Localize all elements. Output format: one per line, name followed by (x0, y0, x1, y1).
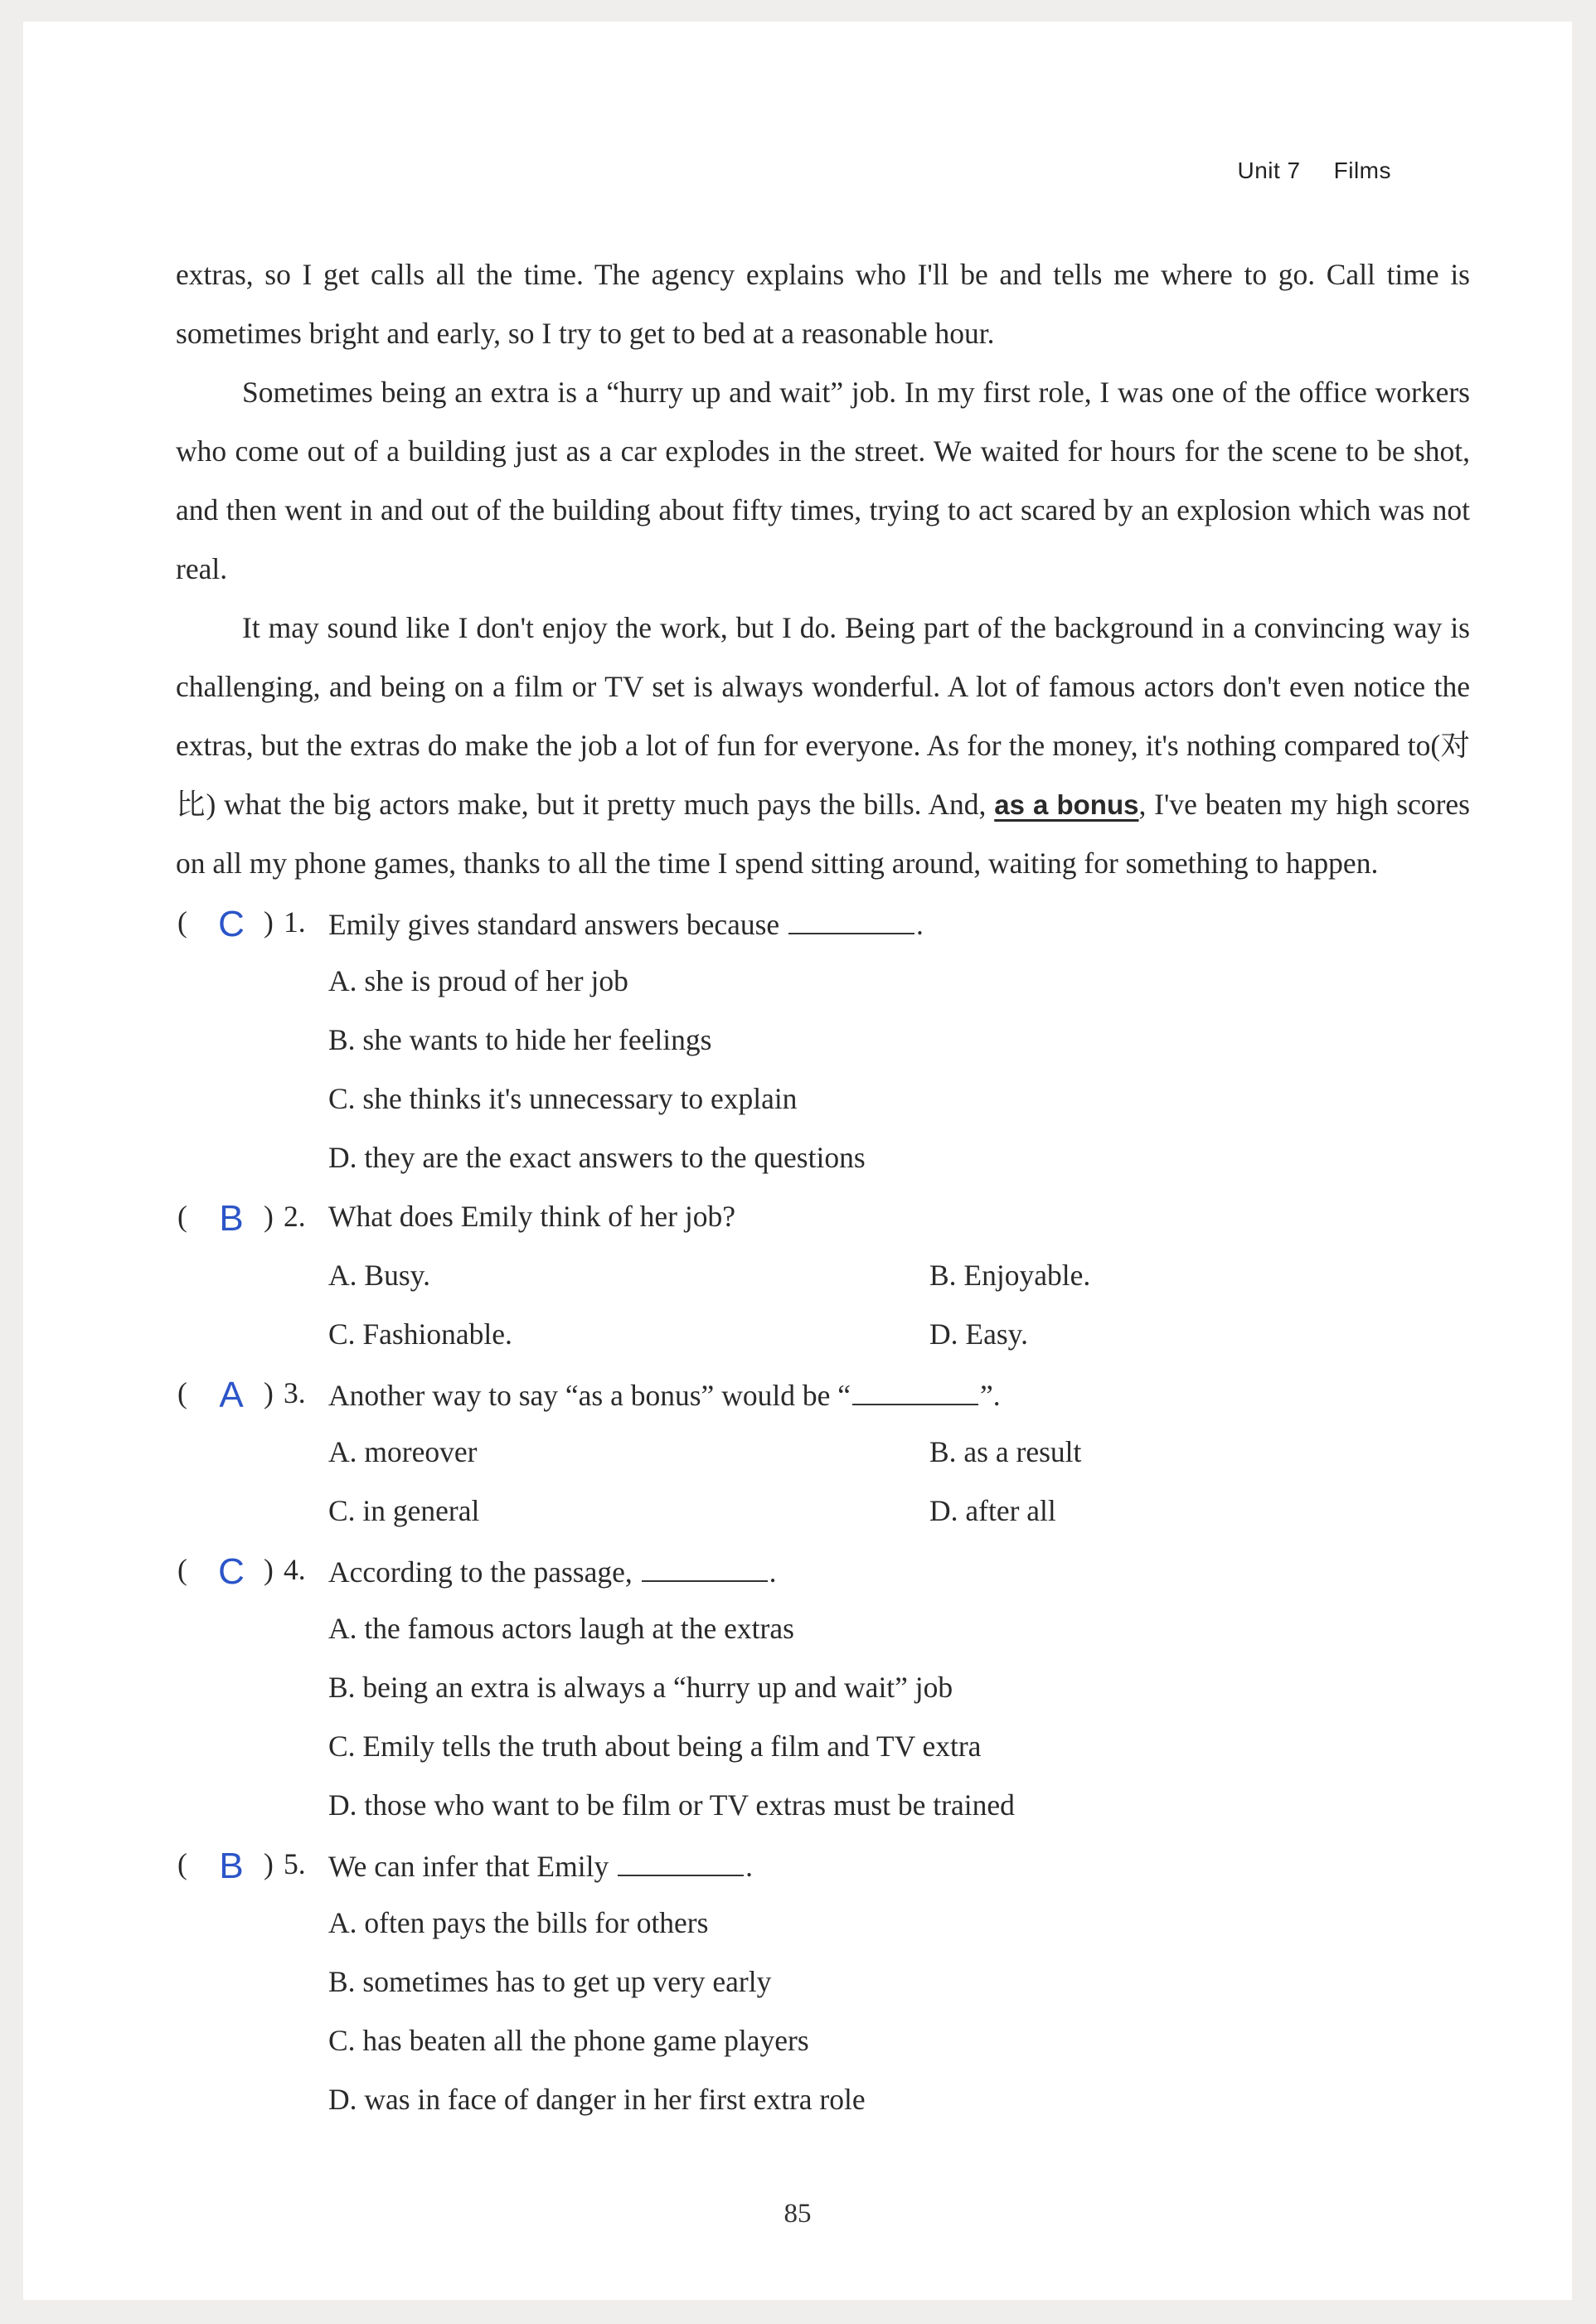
option-row (176, 1776, 1470, 1835)
option-row (176, 1894, 1470, 1953)
paren-left: ( (177, 1847, 187, 1880)
header-unit: Unit 7 (1237, 158, 1301, 183)
option-c: C. Emily tells the truth about being a film and TV extra (328, 1730, 982, 1763)
option-row (176, 2070, 1470, 2129)
stem-end: ”. (979, 1379, 1001, 1412)
option-c: C. Fashionable. (328, 1317, 512, 1351)
option-d: D. they are the exact answers to the questions (328, 1141, 866, 1174)
stem-end: . (745, 1850, 753, 1883)
option-a: A. the famous actors laugh at the extras (328, 1612, 794, 1645)
question-3 (176, 1364, 1470, 1423)
stem-text: Another way to say “as a bonus” would be “ (328, 1379, 851, 1412)
option-row (176, 1953, 1470, 2011)
question-stem (328, 893, 924, 954)
option-c: C. in general (328, 1494, 480, 1527)
paren-left: ( (177, 905, 187, 939)
answer-mark: C (218, 1551, 245, 1592)
question-1 (176, 893, 1470, 952)
option-c: C. she thinks it's unnecessary to explain (328, 1082, 798, 1115)
question-stem (328, 1364, 1001, 1425)
paren-right: ) (264, 905, 274, 939)
paren-left: ( (177, 1376, 187, 1409)
passage-paragraph-3 (176, 599, 1470, 893)
answer-mark: C (218, 904, 245, 944)
paren-left: ( (177, 1200, 187, 1233)
answer-blank (642, 1540, 768, 1582)
answer-blank (618, 1835, 744, 1876)
option-row (176, 1070, 1470, 1128)
option-row (176, 1305, 1470, 1364)
question-number: 1. (284, 905, 306, 939)
header-title: Films (1333, 158, 1391, 183)
question-number: 5. (284, 1847, 306, 1880)
option-row (176, 1128, 1470, 1187)
answer-blank (852, 1364, 978, 1405)
question-4 (176, 1540, 1470, 1599)
option-a: A. moreover (328, 1435, 478, 1468)
question-stem (328, 1540, 776, 1602)
option-row (176, 1599, 1470, 1658)
question-stem (328, 1835, 753, 1896)
answer-blank (788, 893, 914, 934)
option-b: B. sometimes has to get up very early (328, 1965, 772, 1998)
option-a: A. she is proud of her job (328, 964, 628, 997)
page-number: 85 (783, 2199, 812, 2229)
question-number: 2. (284, 1200, 306, 1233)
option-d: D. Easy. (929, 1317, 1028, 1351)
option-row (176, 2011, 1470, 2070)
passage-paragraph-1: extras, so I get calls all the time. The agency explains who I'll be and tells me where to go. Call time is sometimes bright and early, so I try to get to bed at a reasonable hour. (176, 258, 1470, 350)
option-row (176, 952, 1470, 1011)
passage-paragraph-2: Sometimes being an extra is a “hurry up and wait” job. In my first role, I was one of the office workers who come out of a building just as a car explodes in the street. We waited for hours for the scene to be shot, and then went in and out of the building about fifty times, trying to act scared by an explosion which was not real. (176, 376, 1470, 585)
stem-end: . (916, 908, 924, 941)
option-a: A. often pays the bills for others (328, 1906, 709, 1939)
stem-end: . (769, 1555, 777, 1589)
option-b: B. as a result (929, 1435, 1082, 1468)
stem-text: We can infer that Emily (328, 1850, 617, 1883)
paren-right: ) (264, 1200, 274, 1233)
paren-right: ) (264, 1847, 274, 1880)
option-b: B. she wants to hide her feelings (328, 1023, 712, 1056)
question-stem: What does Emily think of her job? (328, 1200, 735, 1233)
option-row (176, 1658, 1470, 1717)
stem-text: Emily gives standard answers because (328, 908, 788, 941)
option-c: C. has beaten all the phone game players (328, 2024, 809, 2057)
option-row (176, 1246, 1470, 1305)
bonus-phrase: as a bonus (994, 789, 1139, 820)
option-a: A. Busy. (328, 1259, 430, 1292)
answer-mark: A (219, 1375, 244, 1415)
option-d: D. those who want to be film or TV extras must be trained (328, 1788, 1015, 1822)
option-b: B. being an extra is always a “hurry up and wait” job (328, 1671, 953, 1704)
question-2 (176, 1187, 1470, 1246)
option-d: D. after all (929, 1494, 1056, 1527)
answer-mark: B (219, 1198, 244, 1239)
option-row (176, 1011, 1470, 1070)
main-content (176, 245, 1470, 2129)
paren-right: ) (264, 1376, 274, 1409)
option-b: B. Enjoyable. (929, 1259, 1091, 1292)
question-number: 4. (284, 1553, 306, 1586)
answer-mark: B (219, 1846, 244, 1886)
question-number: 3. (284, 1376, 306, 1409)
option-row (176, 1717, 1470, 1776)
paren-right: ) (264, 1553, 274, 1586)
stem-text: According to the passage, (328, 1555, 640, 1589)
question-5 (176, 1835, 1470, 1894)
option-d: D. was in face of danger in her first extra role (328, 2083, 866, 2116)
page (23, 22, 1572, 2300)
paragraph-3-text-b: , I've beaten my high scores on all my phone games, thanks to all the time I spend sitting around, waiting for something to happen. (176, 788, 1470, 880)
option-row (176, 1423, 1470, 1482)
option-row (176, 1482, 1470, 1540)
running-header (1237, 158, 1391, 184)
paren-left: ( (177, 1553, 187, 1586)
paragraph-3-text-a: It may sound like I don't enjoy the work, but I do. Being part of the background in a convincing way is challenging, and being on a film or TV set is always wonderful. A lot of famous actors don't even notice the extras, but the extras do make the job a lot of fun for everyone. As for the money, it's nothing compared to(对比) what the big actors make, but it pretty much pays the bills. And, (176, 611, 1470, 821)
